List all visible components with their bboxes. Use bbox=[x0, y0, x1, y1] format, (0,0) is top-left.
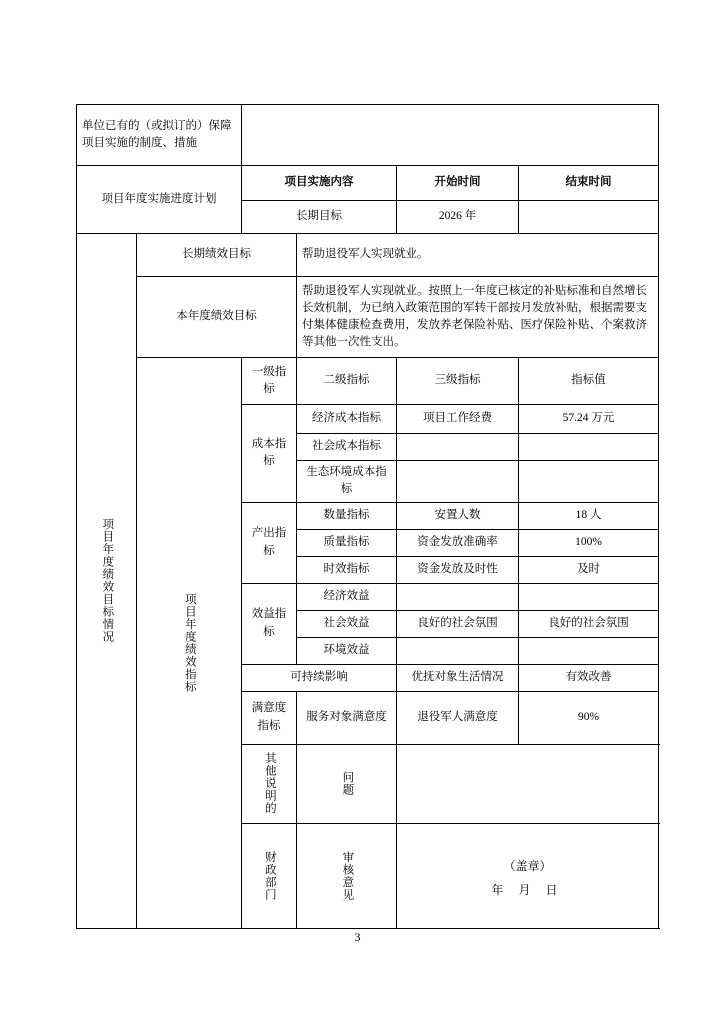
indicator-level3: 资金发放及时性 bbox=[397, 556, 519, 583]
indicator-level3: 安置人数 bbox=[397, 502, 519, 529]
schedule-label: 项目年度实施进度计划 bbox=[77, 166, 242, 234]
indicator-group-level1: 成本指标 bbox=[242, 405, 297, 503]
table-row bbox=[77, 166, 659, 201]
indicator-value bbox=[519, 637, 659, 664]
finance-stamp: （盖章） bbox=[503, 859, 552, 874]
indicator-level2: 社会成本指标 bbox=[297, 434, 397, 461]
indicator-value: 90% bbox=[519, 691, 659, 744]
indicator-level3: 项目工作经费 bbox=[397, 405, 519, 434]
indicator-group-level1: 产出指标 bbox=[242, 502, 297, 583]
budget-performance-table bbox=[76, 104, 659, 929]
long-term-goal-label: 长期绩效目标 bbox=[137, 234, 297, 277]
indicator-level2: 经济效益 bbox=[297, 583, 397, 610]
indicator-value: 100% bbox=[519, 529, 659, 556]
indicator-level3: 资金发放准确率 bbox=[397, 529, 519, 556]
schedule-header-end: 结束时间 bbox=[519, 166, 659, 201]
form-sheet bbox=[76, 104, 658, 929]
indicator-value: 有效改善 bbox=[519, 664, 659, 691]
annual-goal-label: 本年度绩效目标 bbox=[137, 277, 297, 358]
indicator-value bbox=[519, 434, 659, 461]
indicator-value: 良好的社会氛围 bbox=[519, 610, 659, 637]
annual-goal-value: 帮助退役军人实现就业。按照上一年度已核定的补贴标准和自然增长长效机制，为已纳入政策范围的军转干部按月发放补贴，根据需要支付集体健康检查费用，发放养老保险补贴、医疗保险补贴、个案救济等其他一次性支出。 bbox=[297, 277, 659, 358]
other-notes-value bbox=[397, 744, 659, 823]
existing-measures-label: 单位已有的（或拟订的）保障项目实施的制度、措施 bbox=[77, 105, 242, 166]
other-notes-sub-label bbox=[297, 744, 397, 823]
indicator-level3: 退役军人满意度 bbox=[397, 691, 519, 744]
table-row bbox=[77, 277, 659, 358]
table-row bbox=[77, 105, 659, 166]
indicator-label bbox=[137, 358, 242, 929]
indicator-level2: 生态环境成本指标 bbox=[297, 461, 397, 503]
performance-section-label bbox=[77, 234, 137, 929]
table-row bbox=[77, 358, 659, 405]
indicator-level2: 服务对象满意度 bbox=[297, 691, 397, 744]
indicator-value bbox=[519, 583, 659, 610]
indicator-label-text: 项目年度绩效指标 bbox=[183, 592, 196, 693]
performance-section-label-text: 项目年度绩效目标情况 bbox=[101, 518, 114, 644]
indicator-level3: 良好的社会氛围 bbox=[397, 610, 519, 637]
indicator-group-level1: 效益指标 bbox=[242, 583, 297, 664]
indicator-value bbox=[519, 461, 659, 503]
indicator-level3 bbox=[397, 637, 519, 664]
indicator-header-level3: 三级指标 bbox=[397, 358, 519, 405]
indicator-level2: 数量指标 bbox=[297, 502, 397, 529]
finance-label bbox=[242, 823, 297, 928]
indicator-level2: 环境效益 bbox=[297, 637, 397, 664]
finance-sub-label-text: 审核意见 bbox=[341, 850, 354, 901]
finance-label-text: 财政部门 bbox=[263, 850, 276, 901]
indicator-level2: 可持续影响 bbox=[242, 664, 397, 691]
other-notes-sub-label-text: 问题 bbox=[341, 771, 354, 796]
indicator-level3 bbox=[397, 583, 519, 610]
finance-opinion-area bbox=[397, 823, 659, 928]
finance-sub-label bbox=[297, 823, 397, 928]
indicator-header-value: 指标值 bbox=[519, 358, 659, 405]
indicator-level3 bbox=[397, 461, 519, 503]
schedule-content: 长期目标 bbox=[242, 201, 397, 234]
indicator-value: 及时 bbox=[519, 556, 659, 583]
page-number: 3 bbox=[354, 930, 361, 944]
other-notes-label-text: 其他说明的 bbox=[263, 752, 276, 815]
indicator-value: 18 人 bbox=[519, 502, 659, 529]
indicator-value: 57.24 万元 bbox=[519, 405, 659, 434]
table-row bbox=[77, 234, 659, 277]
schedule-end bbox=[519, 201, 659, 234]
indicator-level3: 优抚对象生活情况 bbox=[397, 664, 519, 691]
indicator-group-level1: 满意度指标 bbox=[242, 691, 297, 744]
indicator-header-level2: 二级指标 bbox=[297, 358, 397, 405]
schedule-header-content: 项目实施内容 bbox=[242, 166, 397, 201]
indicator-level3 bbox=[397, 434, 519, 461]
other-notes-label bbox=[242, 744, 297, 823]
existing-measures-value bbox=[242, 105, 659, 166]
indicator-level2: 经济成本指标 bbox=[297, 405, 397, 434]
schedule-header-start: 开始时间 bbox=[397, 166, 519, 201]
finance-date: 年 月 日 bbox=[491, 882, 564, 897]
indicator-header-level1: 一级指标 bbox=[242, 358, 297, 405]
long-term-goal-value: 帮助退役军人实现就业。 bbox=[297, 234, 659, 277]
schedule-start: 2026 年 bbox=[397, 201, 519, 234]
indicator-level2: 时效指标 bbox=[297, 556, 397, 583]
indicator-level2: 质量指标 bbox=[297, 529, 397, 556]
indicator-level2: 社会效益 bbox=[297, 610, 397, 637]
